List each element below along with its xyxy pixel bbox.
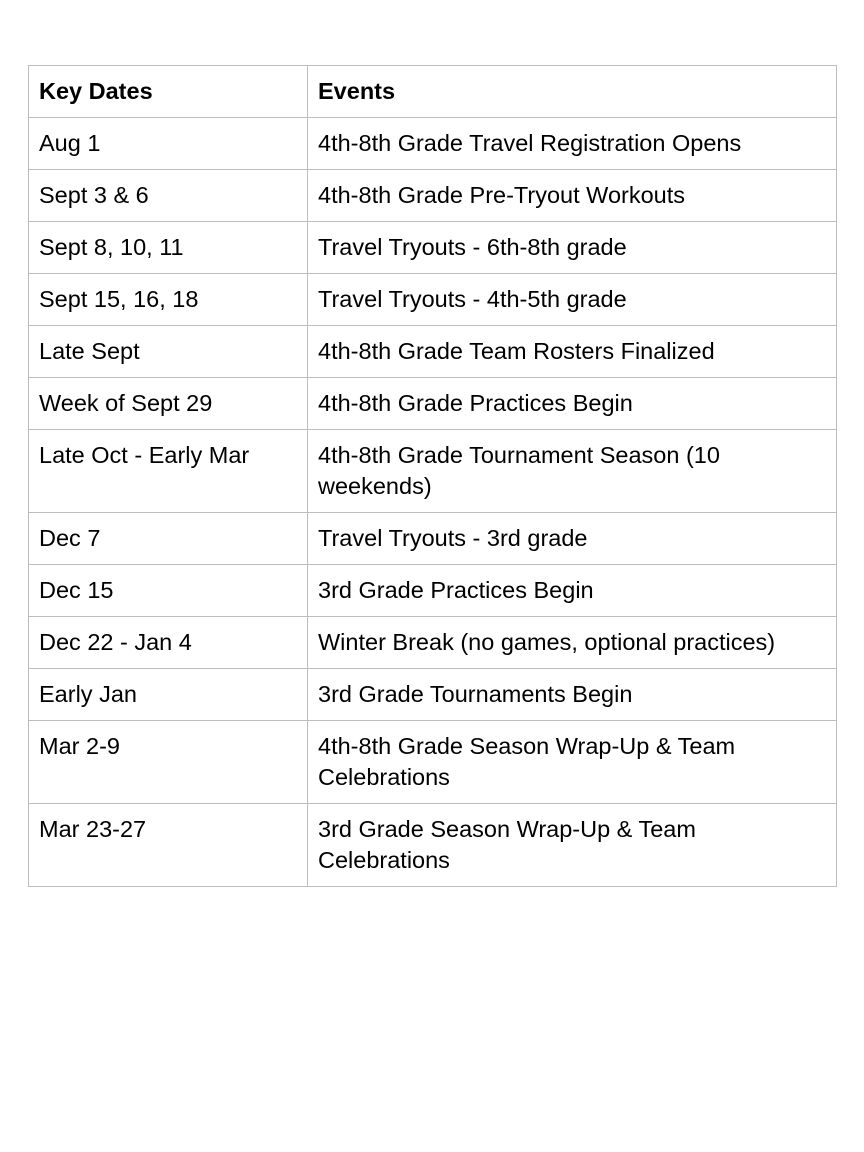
date-cell: Late Sept xyxy=(29,326,308,378)
date-cell: Early Jan xyxy=(29,669,308,721)
event-cell: 4th-8th Grade Tournament Season (10 weekends) xyxy=(308,430,837,513)
event-cell: 4th-8th Grade Season Wrap-Up & Team Celebrations xyxy=(308,721,837,804)
event-cell: 4th-8th Grade Pre-Tryout Workouts xyxy=(308,170,837,222)
table-row xyxy=(29,326,837,378)
date-cell: Dec 22 - Jan 4 xyxy=(29,617,308,669)
table-body xyxy=(29,118,837,887)
event-cell: 4th-8th Grade Team Rosters Finalized xyxy=(308,326,837,378)
event-cell: Travel Tryouts - 4th-5th grade xyxy=(308,274,837,326)
event-cell: 4th-8th Grade Practices Begin xyxy=(308,378,837,430)
date-cell: Mar 2-9 xyxy=(29,721,308,804)
table-row xyxy=(29,274,837,326)
header-key-dates: Key Dates xyxy=(29,66,308,118)
event-cell: 3rd Grade Season Wrap-Up & Team Celebrations xyxy=(308,804,837,887)
date-cell: Aug 1 xyxy=(29,118,308,170)
event-cell: Travel Tryouts - 3rd grade xyxy=(308,513,837,565)
date-cell: Mar 23-27 xyxy=(29,804,308,887)
event-cell: 3rd Grade Practices Begin xyxy=(308,565,837,617)
date-cell: Dec 7 xyxy=(29,513,308,565)
event-cell: 3rd Grade Tournaments Begin xyxy=(308,669,837,721)
event-cell: Winter Break (no games, optional practices) xyxy=(308,617,837,669)
event-cell: Travel Tryouts - 6th-8th grade xyxy=(308,222,837,274)
table-row xyxy=(29,118,837,170)
key-dates-table xyxy=(28,65,837,887)
table-row xyxy=(29,565,837,617)
date-cell: Late Oct - Early Mar xyxy=(29,430,308,513)
table-row xyxy=(29,430,837,513)
table-row xyxy=(29,513,837,565)
date-cell: Sept 3 & 6 xyxy=(29,170,308,222)
date-cell: Sept 15, 16, 18 xyxy=(29,274,308,326)
table-row xyxy=(29,222,837,274)
header-events: Events xyxy=(308,66,837,118)
table-row xyxy=(29,170,837,222)
table-row xyxy=(29,804,837,887)
date-cell: Sept 8, 10, 11 xyxy=(29,222,308,274)
table-row xyxy=(29,617,837,669)
table-row xyxy=(29,669,837,721)
date-cell: Dec 15 xyxy=(29,565,308,617)
table-row xyxy=(29,378,837,430)
date-cell: Week of Sept 29 xyxy=(29,378,308,430)
event-cell: 4th-8th Grade Travel Registration Opens xyxy=(308,118,837,170)
table-row xyxy=(29,721,837,804)
table-header-row xyxy=(29,66,837,118)
